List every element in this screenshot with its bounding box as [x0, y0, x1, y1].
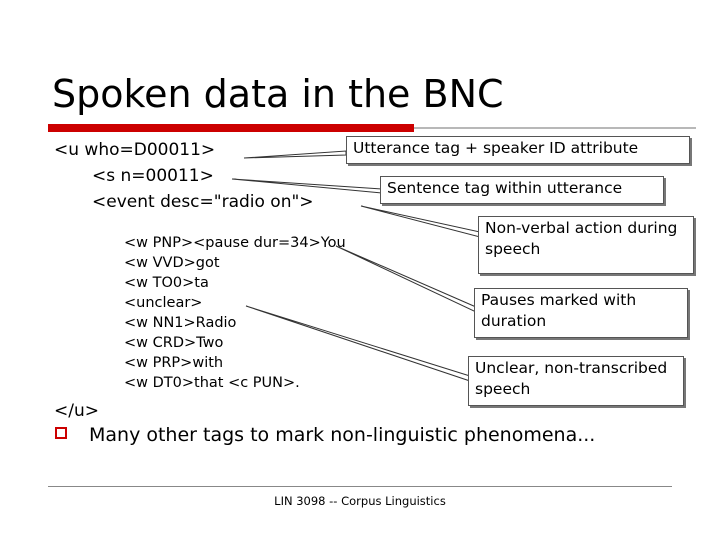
code-word-7: <w DT0>that <c PUN>.: [124, 375, 300, 391]
code-word-4: <w NN1>Radio: [124, 315, 237, 331]
code-event: <event desc="radio on">: [92, 192, 314, 212]
callout-utterance: Utterance tag + speaker ID attribute: [346, 136, 690, 164]
connector-utterance: [244, 151, 346, 158]
code-word-6: <w PRP>with: [124, 355, 224, 371]
code-word-3: <w TO0>ta: [124, 275, 209, 291]
code-unclear: <unclear>: [124, 295, 203, 311]
slide-footer: LIN 3098 -- Corpus Linguistics: [274, 494, 446, 508]
callout-nonverbal: Non-verbal action during speech: [478, 216, 694, 274]
callout-pauses: Pauses marked with duration: [474, 288, 688, 338]
callout-unclear: Unclear, non-transcribed speech: [468, 356, 684, 406]
code-word-2: <w VVD>got: [124, 255, 220, 271]
code-word-5: <w CRD>Two: [124, 335, 224, 351]
callout-sentence: Sentence tag within utterance: [380, 176, 664, 204]
slide-title: Spoken data in the BNC: [52, 72, 504, 116]
bullet-text: Many other tags to mark non-linguistic phenomena...: [89, 424, 596, 446]
bullet-square-icon: [55, 427, 67, 439]
code-u-open: <u who=D00011>: [54, 140, 216, 160]
code-u-close: </u>: [54, 401, 99, 421]
code-s-open: <s n=00011>: [92, 166, 214, 186]
footer-rule: [48, 486, 672, 487]
connector-pauses: [336, 246, 476, 312]
code-word-1: <w PNP><pause dur=34>You: [124, 235, 346, 251]
connector-nonverbal: [361, 206, 480, 237]
connector-unclear: [246, 306, 470, 381]
